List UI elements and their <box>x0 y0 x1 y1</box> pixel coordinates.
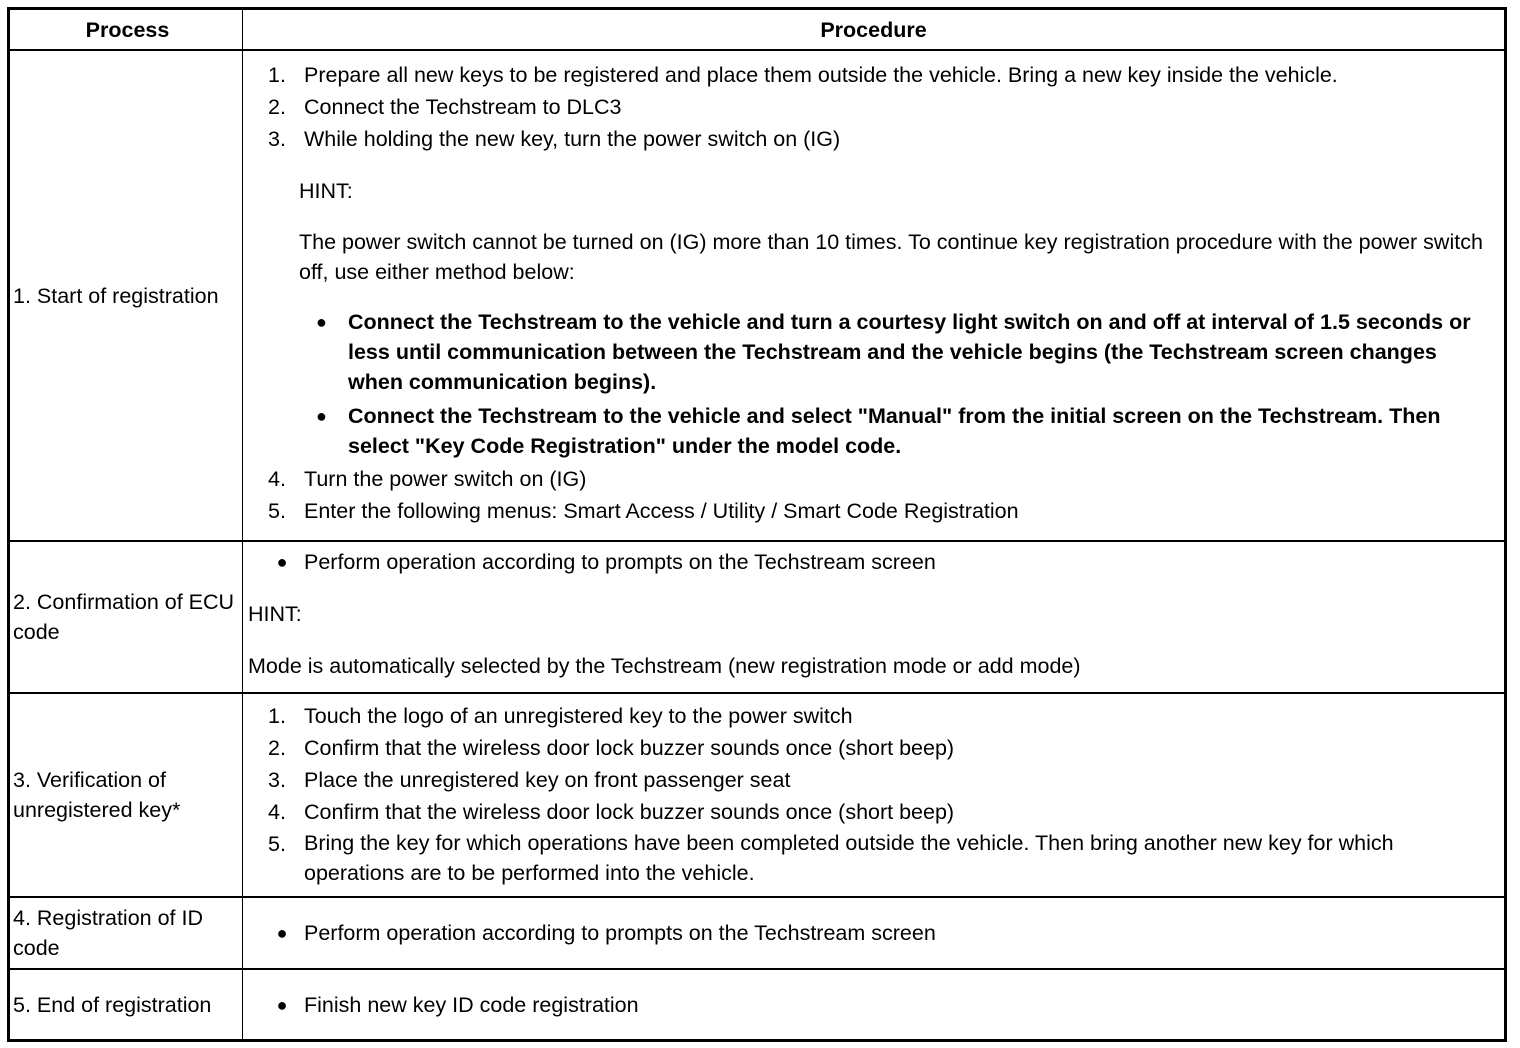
hint-text: Mode is automatically selected by the Techstream (new registration mode or add mode) <box>248 654 1081 678</box>
step-item <box>248 700 1504 732</box>
step-text: Prepare all new keys to be registered and place them outside the vehicle. Bring a new key inside the vehicle. <box>304 63 1338 87</box>
process-cell: 2. Confirmation of ECU code <box>10 542 243 692</box>
step-item <box>248 764 1504 796</box>
step-item <box>248 123 1504 155</box>
step-number: 1. <box>268 704 286 728</box>
method-text: Connect the Techstream to the vehicle and select "Manual" from the initial screen on the Techstream. Then select "Key Code Registration" under the model code. <box>348 404 1441 458</box>
bullet-item <box>248 989 1504 1021</box>
method-bullet <box>248 307 1504 397</box>
header-procedure: Procedure <box>820 17 927 42</box>
method-bullet <box>248 401 1504 461</box>
bullet-text: Perform operation according to prompts on the Techstream screen <box>304 550 936 574</box>
step-text: Bring the key for which operations have been completed outside the vehicle. Then bring another new key for which operations are to be performed into the vehicle. <box>304 831 1394 885</box>
step-text: Place the unregistered key on front passenger seat <box>304 768 791 792</box>
step-number: 5. <box>268 832 286 856</box>
step-item <box>248 796 1504 828</box>
step-text: Confirm that the wireless door lock buzzer sounds once (short beep) <box>304 800 955 824</box>
step-number: 2. <box>268 95 286 119</box>
step-item <box>248 828 1504 888</box>
bullet-item <box>248 917 1504 949</box>
bullet-icon: ● <box>276 923 288 943</box>
bullet-item <box>248 546 1504 578</box>
procedure-cell <box>243 898 1504 968</box>
step-number: 2. <box>268 736 286 760</box>
step-number: 3. <box>268 127 286 151</box>
procedure-cell <box>243 51 1504 540</box>
step-item <box>248 91 1504 123</box>
step-item <box>248 59 1504 91</box>
procedure-table <box>7 7 1507 1042</box>
procedure-cell <box>243 542 1504 692</box>
procedure-cell <box>243 694 1504 896</box>
method-text: Connect the Techstream to the vehicle and turn a courtesy light switch on and off at interval of 1.5 seconds or less until communication between the Techstream and the vehicle begins (the Techstream screen changes when communication begins). <box>348 310 1471 394</box>
table-row <box>10 49 1504 540</box>
step-number: 3. <box>268 768 286 792</box>
step-number: 5. <box>268 499 286 523</box>
table-row <box>10 896 1504 968</box>
step-item <box>248 732 1504 764</box>
step-text: Touch the logo of an unregistered key to the power switch <box>304 704 853 728</box>
hint-text: The power switch cannot be turned on (IG) more than 10 times. To continue key registration procedure with the power switch off, use either method below: <box>299 230 1483 284</box>
process-cell: 3. Verification of unregistered key* <box>10 694 243 896</box>
bullet-text: Perform operation according to prompts on the Techstream screen <box>304 921 936 945</box>
step-text: Enter the following menus: Smart Access / Utility / Smart Code Registration <box>304 499 1019 523</box>
table-row <box>10 692 1504 896</box>
bullet-text: Finish new key ID code registration <box>304 992 639 1017</box>
step-number: 1. <box>268 63 286 87</box>
step-number: 4. <box>268 467 286 491</box>
bullet-icon: ● <box>276 552 288 572</box>
table-row <box>10 540 1504 692</box>
hint-label: HINT: <box>299 179 353 203</box>
bullet-icon: ● <box>316 406 327 426</box>
step-number: 4. <box>268 800 286 824</box>
step-item <box>248 495 1504 527</box>
procedure-cell <box>243 970 1504 1039</box>
step-text: Confirm that the wireless door lock buzzer sounds once (short beep) <box>304 736 955 760</box>
step-text: Turn the power switch on (IG) <box>304 467 587 491</box>
process-cell: 5. End of registration <box>10 970 243 1039</box>
bullet-icon: ● <box>276 994 288 1015</box>
bullet-icon: ● <box>316 312 327 332</box>
process-cell: 4. Registration of ID code <box>10 898 243 968</box>
process-cell: 1. Start of registration <box>10 51 243 540</box>
step-item <box>248 463 1504 495</box>
hint-label: HINT: <box>248 602 302 626</box>
table-header-row <box>10 10 1504 49</box>
table-row <box>10 968 1504 1039</box>
header-process: Process <box>10 10 243 49</box>
step-text: Connect the Techstream to DLC3 <box>304 95 622 119</box>
step-text: While holding the new key, turn the power switch on (IG) <box>304 127 841 151</box>
